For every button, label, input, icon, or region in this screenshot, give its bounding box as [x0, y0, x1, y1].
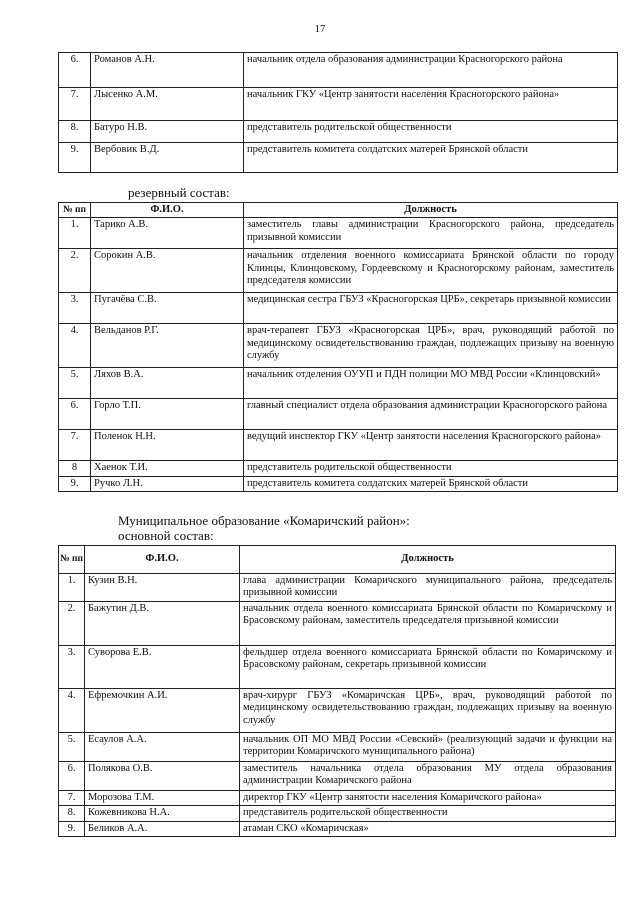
continuation-table — [58, 52, 618, 173]
table-row — [59, 399, 618, 430]
table-row — [59, 293, 618, 324]
member-name: Вербовик В.Д. — [91, 143, 244, 173]
member-position: директор ГКУ «Центр занятости населения Комаричского района» — [240, 791, 616, 806]
member-position: главный специалист отдела образования администрации Красногорского района — [244, 399, 618, 430]
member-name: Тарико А.В. — [91, 218, 244, 249]
table-row — [59, 602, 616, 646]
table-row — [59, 476, 618, 491]
member-name: Вельданов Р.Г. — [91, 324, 244, 368]
member-position: медицинская сестра ГБУЗ «Красногорская ЦРБ», секретарь призывной комиссии — [244, 293, 618, 324]
member-position: начальник отдела образования администрации Красногорского района — [244, 53, 618, 88]
table-row — [59, 121, 618, 143]
table-row — [59, 249, 618, 293]
table-header-row — [59, 546, 616, 574]
member-position: атаман СКО «Комаричская» — [240, 821, 616, 836]
member-position: представитель родительской общественности — [240, 806, 616, 821]
row-number: 7. — [59, 430, 91, 461]
header-position: Должность — [240, 546, 616, 574]
row-number: 9. — [59, 143, 91, 173]
municipality-caption: Муниципальное образование «Комаричский район»: — [118, 513, 410, 528]
member-position: представитель комитета солдатских матерей Брянской области — [244, 143, 618, 173]
member-name: Ефремочкин А.И. — [85, 689, 240, 733]
member-name: Ручко Л.Н. — [91, 476, 244, 491]
komarichsky-main-table — [58, 545, 616, 837]
reserve-caption: резервный состав: — [128, 185, 230, 200]
row-number: 5. — [59, 733, 85, 762]
page-number: 17 — [314, 23, 326, 35]
member-name: Беликов А.А. — [85, 821, 240, 836]
row-number: 8 — [59, 461, 91, 476]
table-row — [59, 646, 616, 689]
header-name: Ф.И.О. — [91, 203, 244, 218]
member-name: Полякова О.В. — [85, 762, 240, 791]
member-name: Горло Т.П. — [91, 399, 244, 430]
table-row — [59, 791, 616, 806]
row-number: 7. — [59, 791, 85, 806]
member-position: представитель родительской общественности — [244, 461, 618, 476]
member-position: заместитель начальника отдела образования МУ отдела образования администрации Комаричского района — [240, 762, 616, 791]
header-number: № пп — [59, 546, 85, 574]
row-number: 7. — [59, 88, 91, 121]
table-row — [59, 324, 618, 368]
header-position: Должность — [244, 203, 618, 218]
row-number: 6. — [59, 53, 91, 88]
member-name: Кожевникова Н.А. — [85, 806, 240, 821]
member-position: начальник отделения военного комиссариата Брянской области по городу Клинцы, Клинцовскому, Гордеевскому и Красногорскому районам, заместитель председателя комиссии — [244, 249, 618, 293]
member-position: ведущий инспектор ГКУ «Центр занятости населения Красногорского района» — [244, 430, 618, 461]
member-name: Батуро Н.В. — [91, 121, 244, 143]
table-header-row — [59, 203, 618, 218]
member-name: Лысенко А.М. — [91, 88, 244, 121]
member-position: врач-хирург ГБУЗ «Комаричская ЦРБ», врач, руководящий работой по медицинскому освидетельствованию граждан, подлежащих призыву на военную службу — [240, 689, 616, 733]
main-caption: основной состав: — [118, 528, 214, 543]
member-position: врач-терапевт ГБУЗ «Красногорская ЦРБ», врач, руководящий работой по медицинскому освидетельствованию граждан, подлежащих призыву на военную службу — [244, 324, 618, 368]
row-number: 3. — [59, 293, 91, 324]
member-name: Сорокин А.В. — [91, 249, 244, 293]
row-number: 1. — [59, 218, 91, 249]
row-number: 4. — [59, 689, 85, 733]
row-number: 1. — [59, 574, 85, 602]
row-number: 6. — [59, 399, 91, 430]
row-number: 8. — [59, 806, 85, 821]
header-name: Ф.И.О. — [85, 546, 240, 574]
table-row — [59, 53, 618, 88]
member-name: Бажутин Д.В. — [85, 602, 240, 646]
row-number: 4. — [59, 324, 91, 368]
member-position: начальник ГКУ «Центр занятости населения Красногорского района» — [244, 88, 618, 121]
row-number: 9. — [59, 821, 85, 836]
member-name: Суворова Е.В. — [85, 646, 240, 689]
member-name: Романов А.Н. — [91, 53, 244, 88]
row-number: 2. — [59, 602, 85, 646]
member-position: представитель родительской общественности — [244, 121, 618, 143]
row-number: 5. — [59, 368, 91, 399]
member-position: начальник отделения ОУУП и ПДН полиции МО МВД России «Клинцовский» — [244, 368, 618, 399]
member-name: Есаулов А.А. — [85, 733, 240, 762]
member-position: начальник отдела военного комиссариата Брянской области по Комаричскому и Брасовскому районам, заместитель председателя призывной комиссии — [240, 602, 616, 646]
member-position: представитель комитета солдатских матерей Брянской области — [244, 476, 618, 491]
row-number: 6. — [59, 762, 85, 791]
member-name: Ляхов В.А. — [91, 368, 244, 399]
table-row — [59, 733, 616, 762]
table-row — [59, 821, 616, 836]
header-number: № пп — [59, 203, 91, 218]
member-name: Морозова Т.М. — [85, 791, 240, 806]
member-name: Хаенок Т.И. — [91, 461, 244, 476]
table-row — [59, 806, 616, 821]
member-position: заместитель главы администрации Красногорского района, председатель призывной комиссии — [244, 218, 618, 249]
member-position: начальник ОП МО МВД России «Севский» (реализующий задачи и функции на территории Комаричского муниципального района) — [240, 733, 616, 762]
member-name: Пугачёва С.В. — [91, 293, 244, 324]
table-row — [59, 218, 618, 249]
table-row — [59, 762, 616, 791]
table-row — [59, 368, 618, 399]
row-number: 2. — [59, 249, 91, 293]
table-row — [59, 574, 616, 602]
row-number: 3. — [59, 646, 85, 689]
table-row — [59, 461, 618, 476]
row-number: 8. — [59, 121, 91, 143]
member-name: Кузин В.Н. — [85, 574, 240, 602]
member-position: глава администрации Комаричского муниципального района, председатель призывной комиссии — [240, 574, 616, 602]
member-name: Поленок Н.Н. — [91, 430, 244, 461]
table-row — [59, 88, 618, 121]
table-row — [59, 689, 616, 733]
table-row — [59, 143, 618, 173]
table-row — [59, 430, 618, 461]
member-position: фельдшер отдела военного комиссариата Брянской области по Комаричскому и Брасовскому районам, секретарь призывной комиссии — [240, 646, 616, 689]
row-number: 9. — [59, 476, 91, 491]
reserve-table — [58, 202, 618, 492]
